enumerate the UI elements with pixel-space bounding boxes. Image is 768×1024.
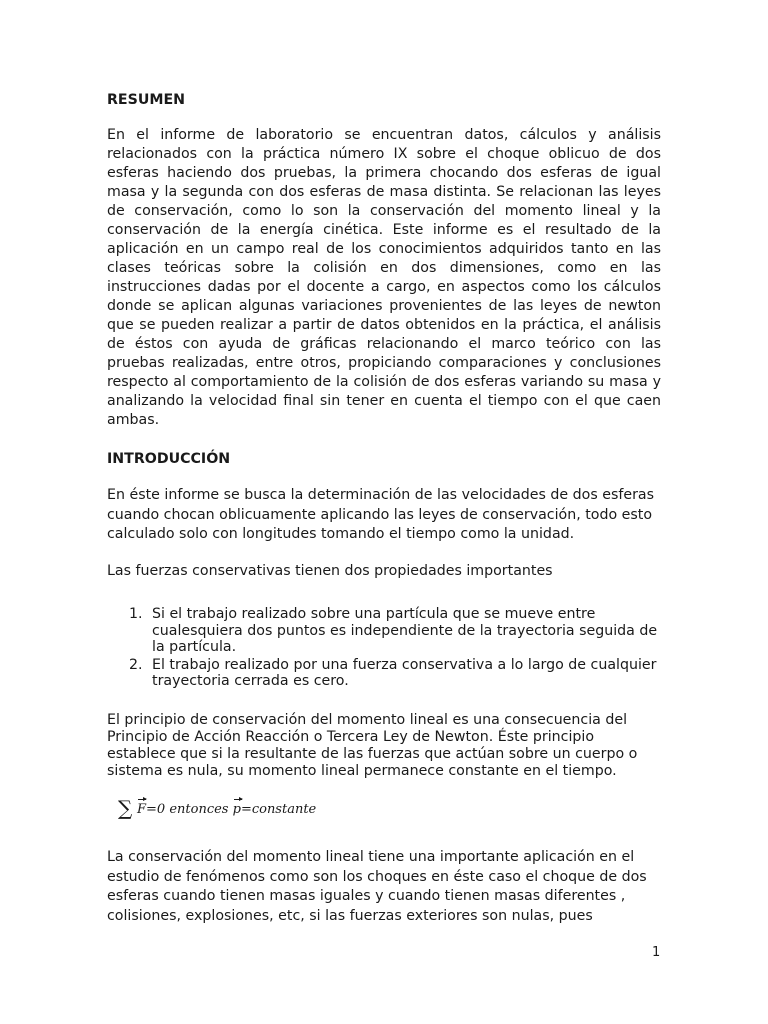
list-text: Si el trabajo realizado sobre una partícula que se mueve entre cualesquiera dos puntos es independiente de la trayectoria seguida de la partícula.	[152, 606, 658, 655]
summation-symbol: ∑	[118, 796, 133, 820]
list-item	[107, 606, 661, 656]
list-text: El trabajo realizado por una fuerza conservativa a lo largo de cualquier trayectoria cerrada es cero.	[152, 656, 657, 689]
page-number: 1	[652, 945, 661, 960]
properties-list	[107, 606, 661, 690]
intro-paragraph-3: El principio de conservación del momento lineal es una consecuencia del Principio de Acción Reacción o Tercera Ley de Newton. Éste principio establece que si la resultante de las fuerzas que actúan sobre un cuerpo o sistema es nula, su momento lineal permanece constante en el tiempo.	[107, 711, 638, 779]
momentum-vector: p	[232, 802, 241, 817]
intro-paragraph-2: Las fuerzas conservativas tienen dos propiedades importantes	[107, 562, 553, 579]
intro-paragraph-4: La conservación del momento lineal tiene una importante aplicación en el estudio de fenómenos como son los choques en éste caso el choque de dos esferas cuando tienen masas iguales y cuando tienen masas diferentes , colisiones, explosiones, etc, si las fuerzas exteriores son nulas, pues	[107, 849, 647, 924]
list-number: 2.	[129, 656, 143, 673]
resumen-section	[107, 91, 661, 430]
introduccion-section	[107, 450, 661, 780]
intro-paragraph-1: En éste informe se busca la determinación de las velocidades de dos esferas cuando chocan oblicuamente aplicando las leyes de conservación, todo esto calculado solo con longitudes tomando el tiempo como la unidad.	[107, 487, 654, 542]
conservation-section	[107, 848, 661, 926]
list-item	[107, 657, 661, 690]
formula-zero-text: =0 entonces	[146, 802, 233, 817]
formula-constant-text: =constante	[240, 802, 317, 817]
force-vector: F	[137, 802, 147, 817]
momentum-formula	[118, 798, 378, 824]
resumen-body: En el informe de laboratorio se encuentran datos, cálculos y análisis relacionados con la práctica número IX sobre el choque oblicuo de dos esferas haciendo dos pruebas, la primera chocando dos esferas de igual masa y la segunda con dos esferas de masa distinta. Se relacionan las leyes de conservación, como lo son la conservación del momento lineal y la conservación de la energía cinética. Este informe es el resultado de la aplicación en un campo real de los conocimientos adquiridos tanto en las clases teóricas sobre la colisión en dos dimensiones, como en las instrucciones dadas por el docente a cargo, en aspectos como los cálculos donde se aplican algunas variaciones provenientes de las leyes de newton que se pueden realizar a partir de datos obtenidos en la práctica, el análisis de éstos con ayuda de gráficas relacionando el marco teórico con las pruebas realizadas, entre otros, propiciando comparaciones y conclusiones respecto al comportamiento de la colisión de dos esferas variando su masa y analizando la velocidad final sin tener en cuenta el tiempo con el que caen ambas.	[107, 127, 661, 428]
list-number: 1.	[129, 606, 143, 622]
introduccion-heading: INTRODUCCIÓN	[107, 451, 231, 467]
resumen-heading: RESUMEN	[107, 92, 186, 108]
